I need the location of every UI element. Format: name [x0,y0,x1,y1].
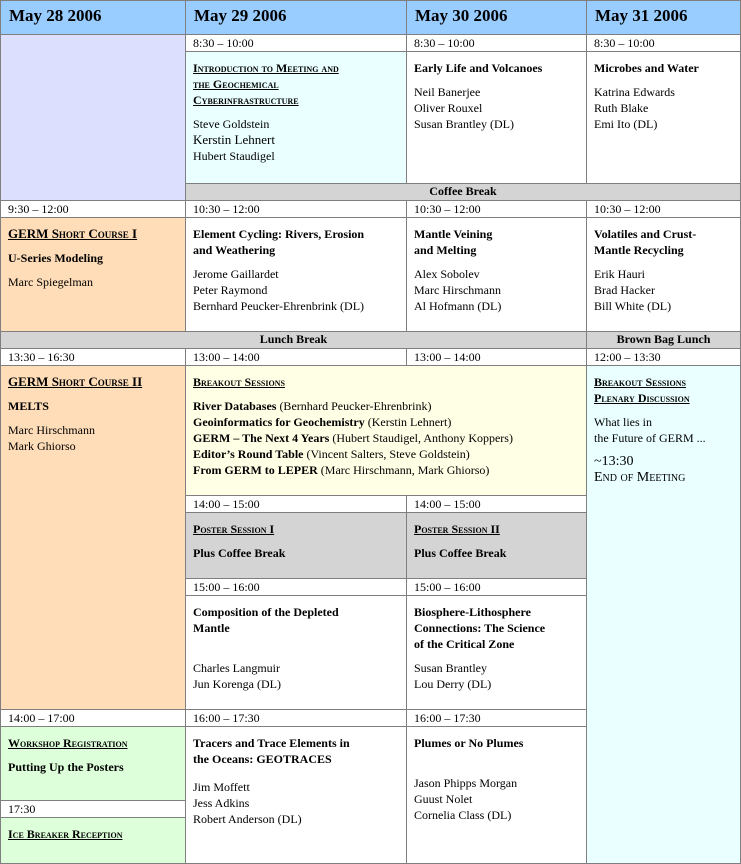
time-slot: 12:00 – 13:30 [586,348,741,366]
workshop-registration [0,726,186,801]
breakout-title: Breakout Sessions [193,375,285,389]
time-slot: 16:00 – 17:30 [406,709,587,727]
end-of-meeting: End of Meeting [594,470,686,485]
speaker: Robert Anderson (DL) [193,812,302,826]
speaker: Jun Korenga (DL) [193,677,281,691]
breakout-item: Editor’s Round Table (Vincent Salters, Steve Goldstein) [193,447,470,461]
session-title: Mantle Recycling [594,243,684,257]
poster-subtitle: Plus Coffee Break [193,546,286,560]
registration-title: Workshop Registration [8,736,128,750]
plenary-question: the Future of GERM ... [594,431,706,445]
session-introduction [185,51,407,184]
session-biosphere [406,595,587,710]
poster-session-1 [185,512,407,579]
session-title: Biosphere-Lithosphere [414,605,531,619]
speaker: Marc Hirschmann [8,423,95,437]
speaker: Lou Derry (DL) [414,677,492,691]
session-early-life [406,51,587,184]
time-slot: 8:30 – 10:00 [586,34,741,52]
coffee-break: Coffee Break [185,183,741,201]
plenary-discussion [586,365,741,864]
session-title: Plumes or No Plumes [414,736,524,750]
session-title: Early Life and Volcanoes [414,61,543,75]
breakout-sessions [185,365,587,496]
speaker: Erik Hauri [594,267,645,281]
time-slot: 13:00 – 14:00 [406,348,587,366]
speaker: Hubert Staudigel [193,149,275,163]
session-microbes [586,51,741,184]
short-course-2 [0,365,186,710]
short-course-2-subtitle: MELTS [8,399,49,413]
may28-morning-empty [0,34,186,201]
speaker: Guust Nolet [414,792,473,806]
session-title: and Weathering [193,243,276,257]
speaker: Susan Brantley (DL) [414,117,514,131]
plenary-title: Plenary Discussion [594,391,690,405]
session-title: and Melting [414,243,477,257]
speaker: Susan Brantley [414,661,487,675]
header-may30: May 30 2006 [406,0,587,35]
speaker: Oliver Rouxel [414,101,483,115]
session-title: Mantle [193,621,230,635]
brown-bag-lunch: Brown Bag Lunch [586,331,741,349]
registration-subtitle: Putting Up the Posters [8,760,124,774]
speaker: Peter Raymond [193,283,268,297]
lunch-break: Lunch Break [0,331,587,349]
time-slot: 13:00 – 14:00 [185,348,407,366]
time-slot: 10:30 – 12:00 [406,200,587,218]
session-mantle-veining [406,217,587,332]
time-slot: 10:30 – 12:00 [185,200,407,218]
speaker: Katrina Edwards [594,85,675,99]
session-title: Cyberinfrastructure [193,93,299,107]
poster-subtitle: Plus Coffee Break [414,546,507,560]
ice-breaker-reception [0,817,186,864]
header-may29: May 29 2006 [185,0,407,35]
speaker: Jerome Gaillardet [193,267,279,281]
speaker: Steve Goldstein [193,117,270,131]
speaker: Charles Langmuir [193,661,280,675]
time-slot: 8:30 – 10:00 [185,34,407,52]
speaker: Emi Ito (DL) [594,117,658,131]
header-may28: May 28 2006 [0,0,186,35]
speaker: Brad Hacker [594,283,655,297]
speaker: Marc Spiegelman [8,275,93,289]
speaker: Mark Ghiorso [8,439,76,453]
session-tracers [185,726,407,864]
time-slot: 17:30 [0,800,186,818]
time-slot: 15:00 – 16:00 [185,578,407,596]
breakout-item: Geoinformatics for Geochemistry (Kerstin Lehnert) [193,415,452,429]
speaker: Neil Banerjee [414,85,481,99]
short-course-1-subtitle: U-Series Modeling [8,251,103,265]
session-title: Composition of the Depleted [193,605,339,619]
time-slot: 8:30 – 10:00 [406,34,587,52]
session-title: Tracers and Trace Elements in [193,736,350,750]
session-title: Element Cycling: Rivers, Erosion [193,227,365,241]
time-slot: 14:00 – 15:00 [185,495,407,513]
time-slot: 15:00 – 16:00 [406,578,587,596]
poster-title: Poster Session I [193,522,275,536]
session-title: of the Critical Zone [414,637,515,651]
poster-title: Poster Session II [414,522,500,536]
time-slot: 10:30 – 12:00 [586,200,741,218]
speaker: Jim Moffett [193,780,250,794]
speaker: Jason Phipps Morgan [414,776,518,790]
short-course-1-title: GERM Short Course I [8,226,138,241]
speaker: Marc Hirschmann [414,283,501,297]
time-slot: 9:30 – 12:00 [0,200,186,218]
plenary-title: Breakout Sessions [594,375,686,389]
session-title: Connections: The Science [414,621,546,635]
session-title: Microbes and Water [594,61,699,75]
session-depleted-mantle [185,595,407,710]
end-time: ~13:30 [594,454,634,469]
poster-session-2 [406,512,587,579]
header-may31: May 31 2006 [586,0,741,35]
speaker: Bill White (DL) [594,299,672,313]
short-course-1 [0,217,186,332]
speaker: Cornelia Class (DL) [414,808,512,822]
speaker: Kerstin Lehnert [193,132,275,147]
short-course-2-title: GERM Short Course II [8,374,143,389]
session-title: Mantle Veining [414,227,493,241]
session-title: the Geochemical [193,77,279,91]
speaker: Al Hofmann (DL) [414,299,502,313]
time-slot: 16:00 – 17:30 [185,709,407,727]
time-slot: 13:30 – 16:30 [0,348,186,366]
session-title: Volatiles and Crust- [594,227,697,241]
speaker: Jess Adkins [193,796,250,810]
speaker: Alex Sobolev [414,267,480,281]
breakout-item: GERM – The Next 4 Years (Hubert Staudigel, Anthony Koppers) [193,431,513,445]
time-slot: 14:00 – 15:00 [406,495,587,513]
plenary-question: What lies in [594,415,652,429]
session-title: Introduction to Meeting and [193,61,339,75]
speaker: Bernhard Peucker-Ehrenbrink (DL) [193,299,365,313]
time-slot: 14:00 – 17:00 [0,709,186,727]
session-volatiles [586,217,741,332]
breakout-item: From GERM to LEPER (Marc Hirschmann, Mark Ghiorso) [193,463,490,477]
session-element-cycling [185,217,407,332]
breakout-item: River Databases (Bernhard Peucker-Ehrenbrink) [193,399,432,413]
session-title: the Oceans: GEOTRACES [193,752,332,766]
speaker: Ruth Blake [594,101,649,115]
session-plumes [406,726,587,864]
ice-breaker-title: Ice Breaker Reception [8,827,123,841]
